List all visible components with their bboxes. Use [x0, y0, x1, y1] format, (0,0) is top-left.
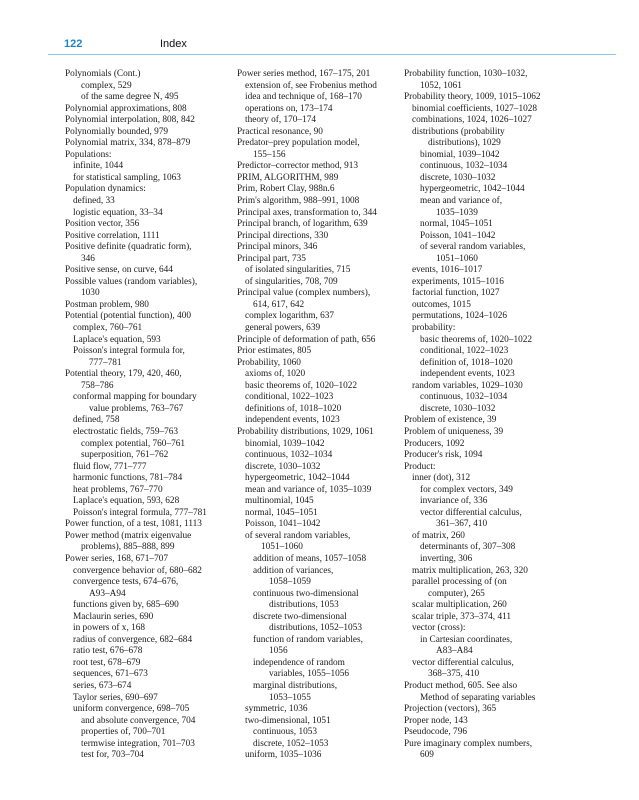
- index-entry: Practical resonance, 90: [237, 126, 323, 137]
- index-entry: for complex vectors, 349: [420, 484, 513, 495]
- index-entry: Taylor series, 690–697: [73, 692, 158, 703]
- index-entry: addition of variances,: [253, 565, 334, 576]
- index-entry: parallel processing of (on: [412, 577, 507, 588]
- index-entry: series, 673–674: [73, 680, 132, 691]
- index-entry: Probability, 1060: [237, 357, 301, 368]
- index-entry: continuous, 1053: [253, 727, 318, 738]
- index-entry: continuous, 1032–1034: [420, 161, 508, 172]
- index-entry: invariance of, 336: [420, 496, 488, 507]
- index-entry: Product:: [404, 461, 436, 472]
- index-entry: ratio test, 676–678: [73, 646, 143, 657]
- index-entry: distributions, 1053: [269, 600, 339, 611]
- index-entry: of isolated singularities, 715: [245, 265, 351, 276]
- index-entry: PRIM, ALGORITHM, 989: [237, 172, 339, 183]
- index-entry: normal, 1045–1051: [420, 219, 493, 230]
- index-entry: functions given by, 685–690: [73, 600, 179, 611]
- index-entry: Predator–prey population model,: [237, 138, 360, 149]
- index-entry: vector differential calculus,: [412, 657, 514, 668]
- index-entry: Maclaurin series, 690: [73, 611, 154, 622]
- index-entry: discrete, 1030–1032: [420, 172, 496, 183]
- index-entry: discrete, 1030–1032: [420, 403, 496, 414]
- index-entry: Polynomially bounded, 979: [65, 126, 169, 137]
- index-entry: Principle of deformation of path, 656: [237, 334, 376, 345]
- index-entry: of singularities, 708, 709: [245, 276, 338, 287]
- index-entry: Method of separating variables: [420, 692, 536, 703]
- index-entry: Laplace's equation, 593: [73, 334, 161, 345]
- index-entry: function of random variables,: [253, 634, 363, 645]
- index-entry: Producer's risk, 1094: [404, 450, 483, 461]
- index-entry: Principal minors, 346: [237, 242, 318, 253]
- index-entry: Postman problem, 980: [65, 299, 149, 310]
- index-entry: defined, 758: [73, 415, 120, 426]
- index-entry: binomial, 1039–1042: [420, 149, 500, 160]
- index-entry: binomial coefficients, 1027–1028: [412, 103, 538, 114]
- index-entry: Problem of existence, 39: [404, 415, 497, 426]
- index-entry: random variables, 1029–1030: [412, 380, 523, 391]
- index-entry: mean and variance of,: [420, 196, 503, 207]
- index-entry: 609: [420, 750, 434, 761]
- index-entry: mean and variance of, 1035–1039: [245, 484, 372, 495]
- index-entry: 1030: [81, 288, 100, 299]
- index-entry: Proper node, 143: [404, 715, 468, 726]
- index-entry: Principal branch, of logarithm, 639: [237, 219, 368, 230]
- index-entry: distributions), 1029: [428, 138, 501, 149]
- index-entry: axioms of, 1020: [245, 369, 306, 380]
- index-entry: Population dynamics:: [65, 184, 146, 195]
- index-entry: of the same degree N, 495: [81, 92, 179, 103]
- index-entry: two-dimensional, 1051: [245, 715, 331, 726]
- index-entry: distributions (probability: [412, 126, 505, 137]
- index-entry: properties of, 700–701: [81, 727, 166, 738]
- index-entry: Polynomial interpolation, 808, 842: [65, 115, 195, 126]
- index-entry: electrostatic fields, 759–763: [73, 426, 179, 437]
- index-entry: Potential (potential function), 400: [65, 311, 191, 322]
- index-column-2: [237, 69, 407, 762]
- index-entry: for statistical sampling, 1063: [73, 172, 181, 183]
- index-entry: hypergeometric, 1042–1044: [420, 184, 525, 195]
- index-entry: Populations:: [65, 149, 112, 160]
- index-entry: 1035–1039: [436, 207, 478, 218]
- index-entry: basic theorems of, 1020–1022: [245, 380, 358, 391]
- index-entry: inverting, 306: [420, 553, 473, 564]
- index-entry: A83–A84: [436, 646, 473, 657]
- index-entry: Predictor–corrector method, 913: [237, 161, 359, 172]
- index-entry: multinomial, 1045: [245, 496, 314, 507]
- index-entry: convergence tests, 674–676,: [73, 577, 179, 588]
- index-entry: symmetric, 1036: [245, 704, 308, 715]
- index-entry: Probability function, 1030–1032,: [404, 69, 528, 79]
- index-entry: problems), 885–888, 899: [81, 542, 175, 553]
- index-entry: Polynomial matrix, 334, 878–879: [65, 138, 191, 149]
- index-entry: binomial, 1039–1042: [245, 438, 325, 449]
- index-entry: computer), 265: [428, 588, 485, 599]
- index-entry: definitions of, 1018–1020: [245, 403, 342, 414]
- index-entry: Positive correlation, 1111: [65, 230, 160, 241]
- index-entry: Product method, 605. See also: [404, 680, 518, 691]
- index-entry: Probability theory, 1009, 1015–1062: [404, 92, 541, 103]
- index-entry: addition of means, 1057–1058: [253, 553, 367, 564]
- index-entry: scalar triple, 373–374, 411: [412, 611, 512, 622]
- index-entry: Probability distributions, 1029, 1061: [237, 426, 374, 437]
- index-entry: sequences, 671–673: [73, 669, 148, 680]
- index-entry: discrete two-dimensional: [253, 611, 347, 622]
- index-entry: idea and technique of, 168–170: [245, 92, 362, 103]
- index-entry: Principal directions, 330: [237, 230, 329, 241]
- index-entry: conditional, 1022–1023: [420, 346, 509, 357]
- index-entry: defined, 33: [73, 196, 115, 207]
- index-entry: marginal distributions,: [253, 680, 338, 691]
- index-entry: infinite, 1044: [73, 161, 124, 172]
- index-entry: 1053–1055: [269, 692, 311, 703]
- index-entry: of several random variables,: [245, 530, 351, 541]
- index-entry: Poisson, 1041–1042: [420, 230, 496, 241]
- index-entry: Producers, 1092: [404, 438, 465, 449]
- index-entry: conditional, 1022–1023: [245, 392, 334, 403]
- index-entry: fluid flow, 771–777: [73, 461, 147, 472]
- index-entry: Pure imaginary complex numbers,: [404, 738, 533, 749]
- index-entry: continuous, 1032–1034: [420, 392, 508, 403]
- index-entry: termwise integration, 701–703: [81, 738, 195, 749]
- index-entry: hypergeometric, 1042–1044: [245, 473, 350, 484]
- index-entry: 1051–1060: [436, 253, 478, 264]
- index-entry: value problems, 763–767: [89, 403, 184, 414]
- index-entry: independent events, 1023: [420, 369, 515, 380]
- index-entry: Position vector, 356: [65, 219, 140, 230]
- index-entry: Power function, of a test, 1081, 1113: [65, 519, 202, 530]
- index-entry: distributions, 1052–1053: [269, 623, 362, 634]
- header-rule: [48, 54, 616, 55]
- index-entry: events, 1016–1017: [412, 265, 483, 276]
- index-entry: Principal axes, transformation to, 344: [237, 207, 377, 218]
- index-entry: Prior estimates, 805: [237, 346, 312, 357]
- index-entry: Principal part, 735: [237, 253, 306, 264]
- index-entry: Projection (vectors), 365: [404, 704, 497, 715]
- index-entry: outcomes, 1015: [412, 299, 471, 310]
- index-entry: Principal value (complex numbers),: [237, 288, 371, 299]
- page-header: [0, 0, 639, 58]
- index-entry: independence of random: [253, 657, 345, 668]
- index-entry: Laplace's equation, 593, 628: [73, 496, 180, 507]
- section-title: Index: [160, 38, 187, 50]
- index-entry: definition of, 1018–1020: [420, 357, 513, 368]
- index-entry: basic theorems of, 1020–1022: [420, 334, 533, 345]
- index-entry: Problem of uniqueness, 39: [404, 426, 504, 437]
- index-entry: radius of convergence, 682–684: [73, 634, 193, 645]
- index-entry: variables, 1055–1056: [269, 669, 350, 680]
- index-entry: logistic equation, 33–34: [73, 207, 163, 218]
- index-entry: 1051–1060: [261, 542, 303, 553]
- index-entry: combinations, 1024, 1026–1027: [412, 115, 532, 126]
- index-columns: [0, 69, 639, 789]
- index-entry: discrete, 1052–1053: [253, 738, 329, 749]
- index-entry: vector (cross):: [412, 623, 466, 634]
- index-entry: A93–A94: [89, 588, 126, 599]
- index-entry: complex logarithm, 637: [245, 311, 335, 322]
- index-column-1: [65, 69, 230, 762]
- index-entry: inner (dot), 312: [412, 473, 471, 484]
- index-entry: complex potential, 760–761: [81, 438, 186, 449]
- index-entry: uniform convergence, 698–705: [73, 704, 190, 715]
- index-entry: continuous, 1032–1034: [245, 450, 333, 461]
- index-entry: Polynomials (Cont.): [65, 69, 141, 79]
- index-entry: probability:: [412, 323, 456, 334]
- index-entry: extension of, see Frobenius method: [245, 80, 377, 91]
- index-entry: 155–156: [253, 149, 286, 160]
- index-entry: factorial function, 1027: [412, 288, 500, 299]
- index-entry: theory of, 170–174: [245, 115, 317, 126]
- index-entry: 758–786: [81, 380, 114, 391]
- index-entry: 1058–1059: [269, 577, 311, 588]
- index-entry: complex, 760–761: [73, 323, 143, 334]
- index-column-3: [404, 69, 594, 762]
- index-entry: Power series, 168, 671–707: [65, 553, 169, 564]
- index-entry: Polynomial approximations, 808: [65, 103, 187, 114]
- index-entry: general powers, 639: [245, 323, 321, 334]
- index-entry: 614, 617, 642: [253, 299, 305, 310]
- index-entry: Prim's algorithm, 988–991, 1008: [237, 196, 360, 207]
- index-entry: 361–367, 410: [436, 519, 488, 530]
- index-entry: 346: [81, 253, 95, 264]
- index-entry: root test, 678–679: [73, 657, 141, 668]
- index-entry: matrix multiplication, 263, 320: [412, 565, 528, 576]
- index-entry: 1056: [269, 646, 288, 657]
- index-entry: determinants of, 307–308: [420, 542, 516, 553]
- index-entry: discrete, 1030–1032: [245, 461, 321, 472]
- index-entry: convergence behavior of, 680–682: [73, 565, 202, 576]
- index-entry: 1052, 1061: [420, 80, 462, 91]
- index-entry: scalar multiplication, 260: [412, 600, 507, 611]
- index-entry: independent events, 1023: [245, 415, 340, 426]
- index-entry: of several random variables,: [420, 242, 526, 253]
- index-entry: in powers of x, 168: [73, 623, 146, 634]
- index-entry: heat problems, 767–770: [73, 484, 163, 495]
- index-entry: Possible values (random variables),: [65, 276, 198, 287]
- index-entry: Potential theory, 179, 420, 460,: [65, 369, 182, 380]
- index-entry: vector differential calculus,: [420, 507, 522, 518]
- index-entry: test for, 703–704: [81, 750, 144, 761]
- index-entry: Pseudocode, 796: [404, 727, 468, 738]
- index-entry: 368–375, 410: [428, 669, 480, 680]
- index-entry: Positive sense, on curve, 644: [65, 265, 173, 276]
- index-entry: operations on, 173–174: [245, 103, 333, 114]
- index-entry: in Cartesian coordinates,: [420, 634, 513, 645]
- index-entry: 777–781: [89, 357, 122, 368]
- index-entry: continuous two-dimensional: [253, 588, 359, 599]
- index-entry: Prim, Robert Clay, 988n.6: [237, 184, 335, 195]
- index-entry: Power method (matrix eigenvalue: [65, 530, 192, 541]
- index-entry: Power series method, 167–175, 201: [237, 69, 371, 79]
- page-number: 122: [64, 38, 83, 50]
- index-entry: Poisson's integral formula, 777–781: [73, 507, 207, 518]
- index-entry: harmonic functions, 781–784: [73, 473, 183, 484]
- index-entry: and absolute convergence, 704: [81, 715, 196, 726]
- index-entry: experiments, 1015–1016: [412, 276, 504, 287]
- index-entry: normal, 1045–1051: [245, 507, 318, 518]
- index-entry: conformal mapping for boundary: [73, 392, 197, 403]
- index-entry: Poisson's integral formula for,: [73, 346, 185, 357]
- index-entry: permutations, 1024–1026: [412, 311, 508, 322]
- index-entry: superposition, 761–762: [81, 450, 169, 461]
- index-entry: complex, 529: [81, 80, 132, 91]
- index-entry: of matrix, 260: [412, 530, 465, 541]
- index-entry: Positive definite (quadratic form),: [65, 242, 192, 253]
- index-entry: Poisson, 1041–1042: [245, 519, 321, 530]
- index-entry: uniform, 1035–1036: [245, 750, 322, 761]
